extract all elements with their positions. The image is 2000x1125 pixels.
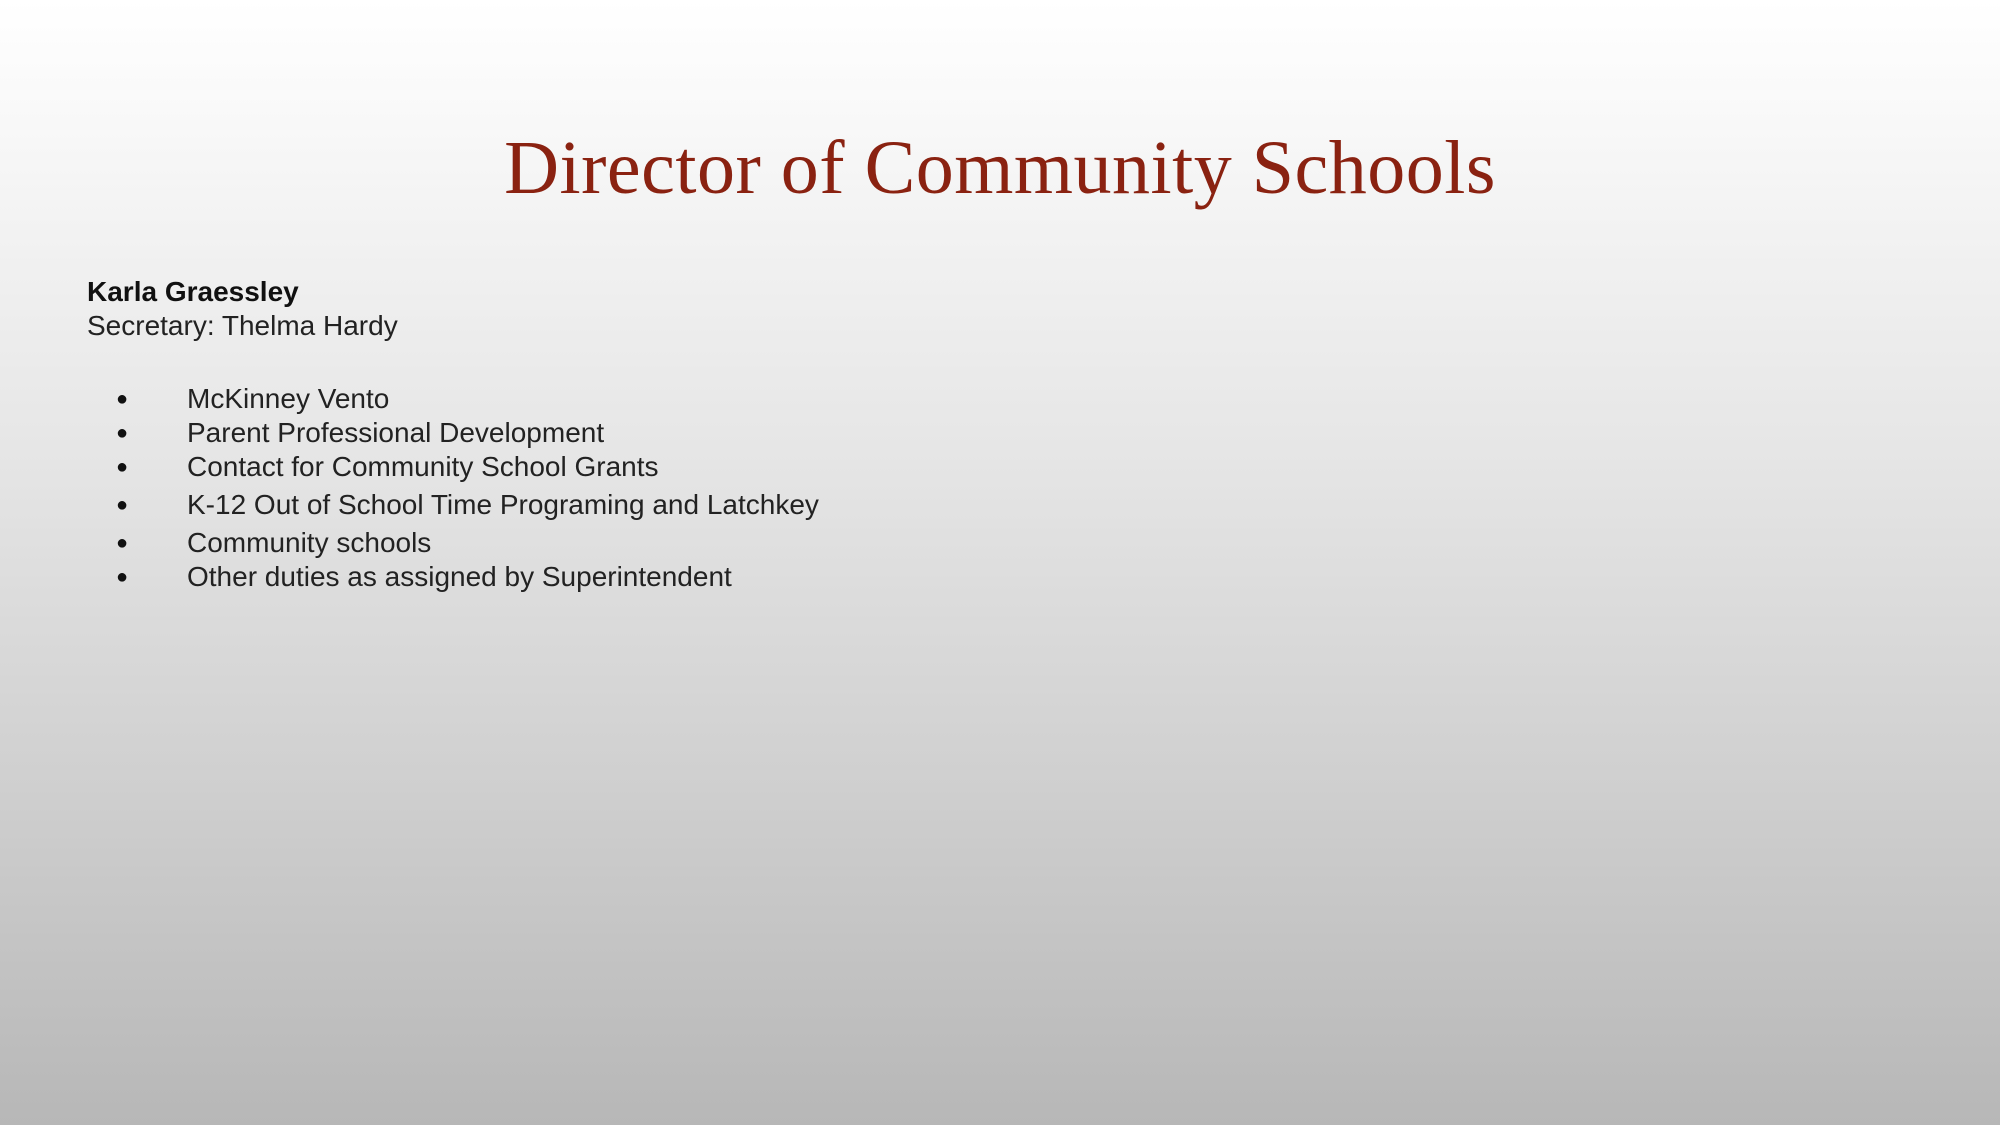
- person-name: Karla Graessley: [87, 276, 299, 307]
- duty-text: Community schools: [187, 527, 432, 558]
- duty-item: [116, 526, 819, 560]
- duty-text: Contact for Community School Grants: [187, 451, 659, 482]
- duty-text: Other duties as assigned by Superintendent: [187, 561, 732, 592]
- bullet-icon: ●: [116, 532, 129, 554]
- bullet-icon: ●: [116, 422, 129, 444]
- duty-item: [116, 450, 819, 484]
- bullet-icon: ●: [116, 388, 129, 410]
- bullet-icon: ●: [116, 566, 129, 588]
- duty-text: McKinney Vento: [187, 383, 390, 414]
- duties-list: [116, 382, 819, 594]
- duty-item: [116, 382, 819, 416]
- duty-item: [116, 488, 819, 522]
- duty-item: [116, 560, 819, 594]
- person-info: [87, 275, 398, 343]
- secretary-label: Secretary: Thelma Hardy: [87, 310, 398, 341]
- bullet-icon: ●: [116, 456, 129, 478]
- slide-title: Director of Community Schools: [504, 126, 1496, 210]
- duty-text: Parent Professional Development: [187, 417, 605, 448]
- duty-item: [116, 416, 819, 450]
- duty-text: K-12 Out of School Time Programing and Latchkey: [187, 489, 819, 520]
- bullet-icon: ●: [116, 494, 129, 516]
